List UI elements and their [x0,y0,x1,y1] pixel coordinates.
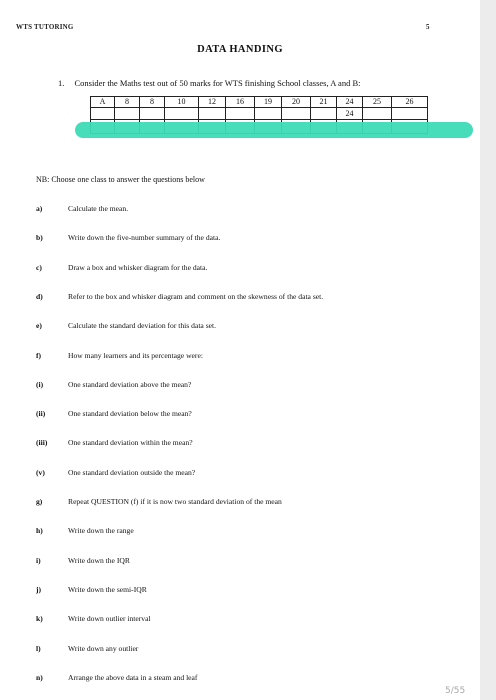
question-1 [58,78,361,88]
question-item-label: f) [36,351,42,360]
question-text: Consider the Maths test out of 50 marks for WTS finishing School classes, A and B: [74,78,361,88]
table-cell [226,108,255,120]
question-item-text: Calculate the mean. [68,204,129,213]
question-item-label: (iii) [36,438,48,447]
question-number: 1. [58,78,65,88]
question-item-text: Calculate the standard deviation for this data set. [68,321,217,330]
table-cell: 12 [199,97,226,108]
table-cell [165,108,199,120]
page-counter: 5/55 [445,686,466,696]
question-item-label: b) [36,233,43,242]
question-item-label: n) [36,673,43,682]
table-cell [91,108,115,120]
question-item-label: (ii) [36,409,46,418]
note-instruction: NB: Choose one class to answer the questions below [36,175,205,184]
table-cell [199,108,226,120]
highlighter-redaction-stroke [75,122,473,138]
table-cell [282,108,311,120]
table-cell: A [91,97,115,108]
question-item-label: c) [36,263,42,272]
table-cell: 26 [392,97,428,108]
table-cell: 8 [140,97,165,108]
question-item-text: One standard deviation above the mean? [68,380,192,389]
question-item-label: (i) [36,380,44,389]
question-item-label: j) [36,585,42,594]
table-cell: 24 [337,97,363,108]
question-item-text: Write down the five-number summary of the data. [68,233,221,242]
question-item-text: Repeat QUESTION (f) if it is now two standard deviation of the mean [68,497,282,506]
table-cell [363,108,392,120]
table-cell [140,108,165,120]
table-cell [115,108,140,120]
table-cell: 19 [255,97,282,108]
header-school-name: WTS TUTORING [16,23,74,31]
table-cell: 16 [226,97,255,108]
question-item-label: e) [36,321,42,330]
question-item-label: h) [36,526,43,535]
question-item-text: Write down outlier interval [68,614,151,623]
table-cell [392,108,428,120]
question-item-text: Arrange the above data in a steam and leaf [68,673,198,682]
question-item-label: a) [36,204,43,213]
table-cell [311,108,337,120]
question-item-text: Write down the IQR [68,556,130,565]
question-item-text: Draw a box and whisker diagram for the data. [68,263,208,272]
table-cell: 10 [165,97,199,108]
table-cell: 21 [311,97,337,108]
question-item-text: Refer to the box and whisker diagram and comment on the skewness of the data set. [68,292,324,301]
table-row-hidden [91,108,428,120]
page-title: DATA HANDING [197,44,283,55]
question-item-text: One standard deviation outside the mean? [68,468,196,477]
question-item-text: How many learners and its percentage were: [68,351,203,360]
question-item-label: d) [36,292,43,301]
question-item-text: One standard deviation within the mean? [68,438,193,447]
question-item-text: Write down any outlier [68,644,139,653]
question-item-text: Write down the range [68,526,134,535]
question-item-text: One standard deviation below the mean? [68,409,192,418]
table-cell [255,108,282,120]
table-cell: 20 [282,97,311,108]
question-item-label: (v) [36,468,45,477]
header-page-number: 5 [426,23,430,31]
question-item-label: k) [36,614,43,623]
table-cell: 24 [337,108,363,120]
question-item-label: i) [36,556,41,565]
table-row-class-a [91,97,428,108]
table-cell: 25 [363,97,392,108]
table-cell: 8 [115,97,140,108]
question-item-label: l) [36,644,41,653]
question-item-label: g) [36,497,43,506]
question-item-text: Write down the semi-IQR [68,585,147,594]
